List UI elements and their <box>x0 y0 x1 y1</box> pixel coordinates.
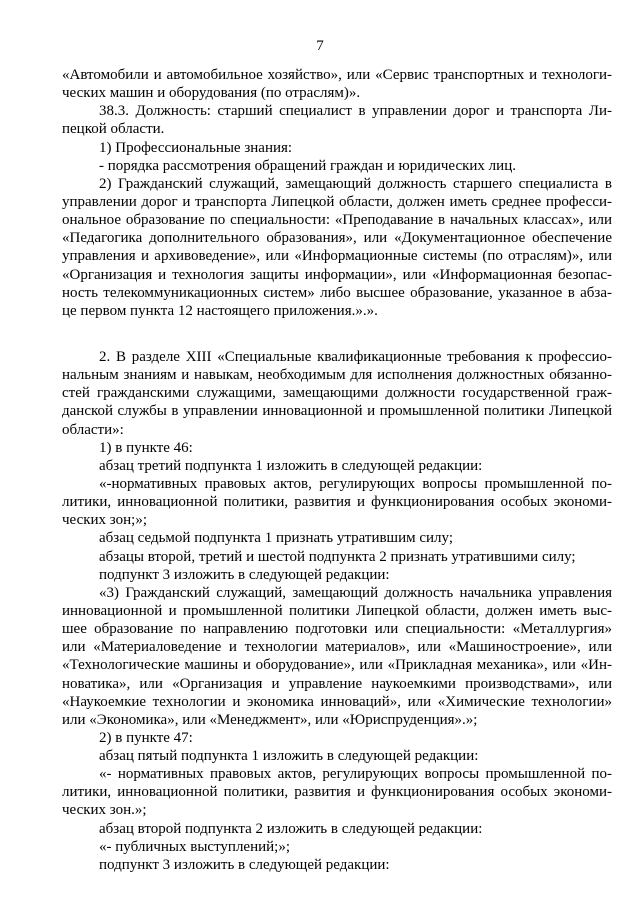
paragraph-line: литики, инновационной политики, развития и функционирования особых экономи- <box>62 784 612 801</box>
paragraph-line: абзац седьмой подпункта 1 признать утратившим силу; <box>99 530 454 547</box>
paragraph-line: ческих зон;»; <box>62 512 147 529</box>
paragraph-line: стей гражданскими служащими, замещающими должности государственной граж- <box>62 385 612 402</box>
paragraph-line: 38.3. Должность: старший специалист в управлении дорог и транспорта Ли- <box>99 103 612 120</box>
paragraph-line: подпункт 3 изложить в следующей редакции: <box>99 856 390 873</box>
paragraph-line: инновационной и промышленной политики Липецкой области, должен иметь выс- <box>62 602 612 619</box>
paragraph-line: нальным знаниям и навыкам, необходимым для исполнения должностных обязанно- <box>62 367 612 384</box>
paragraph-line: «3) Гражданский служащий, замещающий должность начальника управления <box>99 584 612 601</box>
paragraph-line: шее образование по направлению подготовки или специальности: «Металлургия» <box>62 621 612 638</box>
paragraph-line: пецкой области. <box>62 121 165 138</box>
paragraph-line: «- публичных выступлений;»; <box>99 838 291 855</box>
paragraph-line: 2) Гражданский служащий, замещающий должность старшего специалиста в <box>99 175 612 192</box>
paragraph-spacer <box>62 320 612 348</box>
paragraph-line: управления и архивоведение», или «Информационные системы (по отраслям)», или <box>62 248 612 265</box>
paragraph-line: ность телекоммуникационных систем» либо высшее образование, указанное в абза- <box>62 284 612 301</box>
paragraph-line: «Автомобили и автомобильное хозяйство», или «Сервис транспортных и технологи- <box>62 67 612 83</box>
paragraph-line: 1) Профессиональные знания: <box>99 139 293 156</box>
document-body <box>62 66 612 874</box>
paragraph-line: абзац второй подпункта 2 изложить в следующей редакции: <box>99 820 483 837</box>
paragraph-line: абзац третий подпункта 1 изложить в следующей редакции: <box>99 457 483 474</box>
paragraph-line: 1) в пункте 46: <box>99 439 193 456</box>
paragraph-line: ческих зон.»; <box>62 802 147 819</box>
paragraph-line: или «Экономика», или «Менеджмент», или «Юриспруденция».»; <box>62 711 478 728</box>
paragraph-line: абзацы второй, третий и шестой подпункта 2 признать утратившими силу; <box>99 548 576 565</box>
paragraph-line: «Технологические машины и оборудование», или «Прикладная механика», или «Ин- <box>62 657 612 674</box>
paragraph-line: ональное образование по специальности: «Преподавание в начальных классах», или <box>62 212 612 229</box>
paragraph-line: це первом пункта 12 настоящего приложения.».». <box>62 302 378 319</box>
paragraph-line: «Организация и технология защиты информации», или «Информационная безопас- <box>62 266 612 283</box>
paragraph-line: области»: <box>62 421 124 438</box>
paragraph-line: «-нормативных правовых актов, регулирующих вопросы промышленной по- <box>99 475 612 492</box>
paragraph-line: данской службы в управлении инновационной и промышленной политики Липецкой <box>62 403 612 420</box>
paragraph-line: абзац пятый подпункта 1 изложить в следующей редакции: <box>99 748 479 765</box>
paragraph-line: «Наукоемкие технологии и экономика инноваций», или «Химические технологии» <box>62 693 612 710</box>
paragraph-line: подпункт 3 изложить в следующей редакции: <box>99 566 390 583</box>
paragraph-line: литики, инновационной политики, развития и функционирования особых экономи- <box>62 494 612 511</box>
paragraph-line: управлении дорог и транспорта Липецкой области, должен иметь среднее професси- <box>62 193 612 210</box>
paragraph-line: ческих машин и оборудования (по отраслям)». <box>62 85 361 102</box>
paragraph-line: - порядка рассмотрения обращений граждан и юридических лиц. <box>99 157 516 174</box>
paragraph-line: 2) в пункте 47: <box>99 729 193 746</box>
paragraph-line: «- нормативных правовых актов, регулирующих вопросы промышленной по- <box>99 766 612 783</box>
paragraph-line: или «Материаловедение и технологии материалов», или «Машиностроение», или <box>62 639 612 656</box>
paragraph-line: «Педагогика дополнительного образования», или «Документационное обеспечение <box>62 230 612 247</box>
paragraph-line: 2. В разделе XIII «Специальные квалификационные требования к профессио- <box>99 348 612 365</box>
page-number: 7 <box>316 38 324 54</box>
paragraph-line: новатика», или «Организация и управление наукоемкими производствами», или <box>62 675 612 692</box>
